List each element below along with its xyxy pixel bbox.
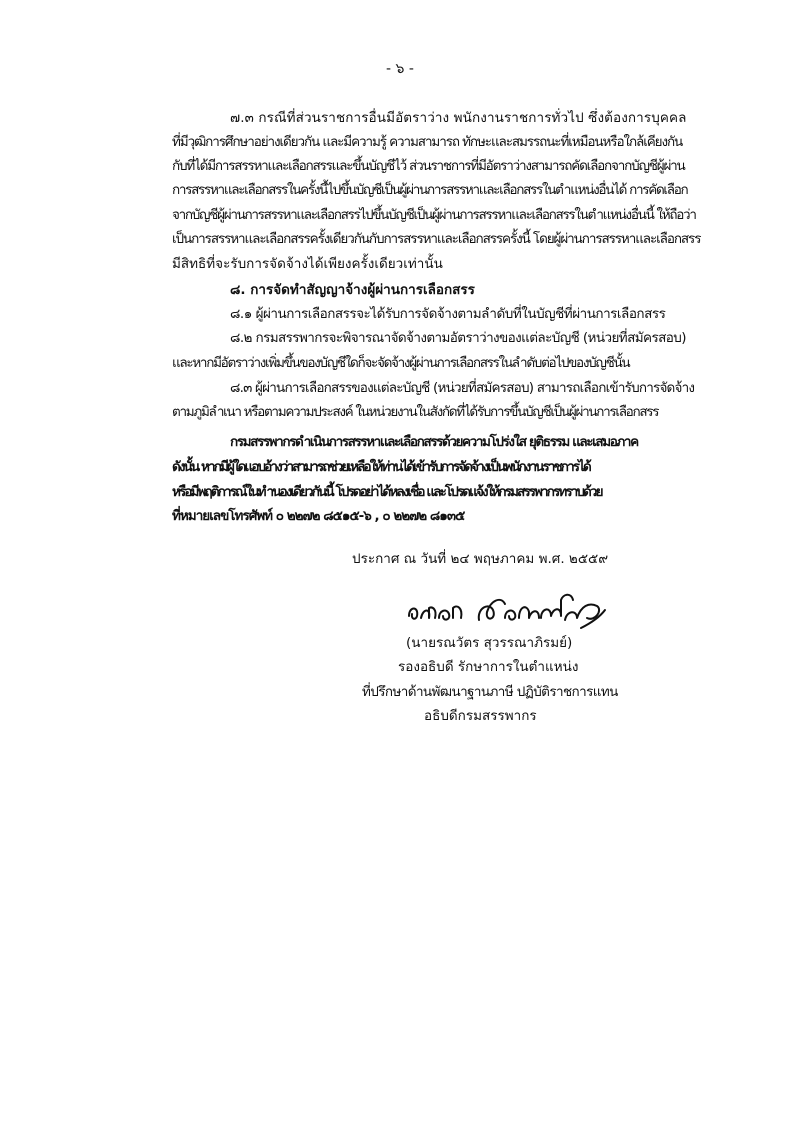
signatory-title: ที่ปรึกษาด้านพัฒนาฐานภาษี ปฏิบัติราชการแทน — [362, 684, 618, 700]
signatory-name: (นายรณวัตร สุวรรณาภิรมย์) — [406, 635, 573, 651]
section-7-3-line: จากบัญชีผู้ผ่านการสรรหาและเลือกสรรไปขึ้นบัญชีเป็นผู้ผ่านการสรรหาและเลือกสรรในตำแหน่งอื่นนี้ ให้ถือว่า — [172, 207, 696, 223]
notice-line: ดังนั้น หากมีผู้ใดแอบอ้างว่าสามารถช่วยเหลือให้ท่านได้เข้ารับการจัดจ้างเป็นพนักงานราชการได้ — [172, 459, 590, 475]
section-7-3-line: การสรรหาและเลือกสรรในครั้งนี้ไปขึ้นบัญชีเป็นผู้ผ่านการสรรหาและเลือกสรรในตำแหน่งอื่นได้ การคัดเลือก — [172, 182, 688, 198]
section-8-line: ตามภูมิลำเนา หรือตามความประสงค์ ในหน่วยงานในสังกัดที่ได้รับการขึ้นบัญชีเป็นผู้ผ่านการเลือกสรร — [172, 404, 659, 420]
section-8-line: ๘.๓ ผู้ผ่านการเลือกสรรของแต่ละบัญชี (หน่วยที่สมัครสอบ) สามารถเลือกเข้ารับการจัดจ้าง — [230, 380, 695, 396]
section-7-3-line: ที่มีวุฒิการศึกษาอย่างเดียวกัน และมีความรู้ ความสามารถ ทักษะและสมรรถนะที่เหมือนหรือใกล้เคียงกัน — [172, 134, 683, 150]
section-8-line: ๘.๒ กรมสรรพากรจะพิจารณาจัดจ้างตามอัตราว่างของแต่ละบัญชี (หน่วยที่สมัครสอบ) — [230, 330, 686, 346]
notice-line: ที่หมายเลขโทรศัพท์ ๐ ๒๒๗๒ ๘๕๑๕-๖ , ๐ ๒๒๗๒ ๘๑๓๕ — [172, 508, 465, 524]
section-7-3-line: มีสิทธิที่จะรับการจัดจ้างได้เพียงครั้งเดียวเท่านั้น — [172, 256, 443, 272]
section-7-3-line: ๗.๓ กรณีที่ส่วนราชการอื่นมีอัตราว่าง พนักงานราชการทั่วไป ซึ่งต้องการบุคคล — [230, 110, 687, 126]
section-8-line: ๘.๑ ผู้ผ่านการเลือกสรรจะได้รับการจัดจ้างตามลำดับที่ในบัญชีที่ผ่านการเลือกสรร — [230, 306, 666, 322]
signatory-title: อธิบดีกรมสรรพากร — [424, 708, 537, 724]
notice-line: หรือมีพฤติการณ์ในทำนองเดียวกันนี้ โปรดอย่าได้หลงเชื่อ และโปรดแจ้งให้กรมสรรพากรทราบด้วย — [172, 484, 602, 500]
section-8-heading: ๘. การจัดทำสัญญาจ้างผู้ผ่านการเลือกสรร — [230, 282, 475, 298]
announcement-date: ประกาศ ณ วันที่ ๒๔ พฤษภาคม พ.ศ. ๒๕๕๙ — [352, 551, 609, 567]
section-8-line: และหากมีอัตราว่างเพิ่มขึ้นของบัญชีใดก็จะจัดจ้างผู้ผ่านการเลือกสรรในลำดับต่อไปของบัญชีนั้น — [172, 355, 630, 371]
section-7-3-line: เป็นการสรรหาและเลือกสรรครั้งเดียวกันกับการสรรหาและเลือกสรรครั้งนี้ โดยผู้ผ่านการสรรหาและเลือกสรร — [172, 231, 701, 247]
notice-line: กรมสรรพากรดำเนินการสรรหาและเลือกสรรด้วยความโปร่งใส ยุติธรรม และเสมอภาค — [230, 434, 638, 450]
section-7-3-line: กับที่ได้มีการสรรหาและเลือกสรรและขึ้นบัญชีไว้ ส่วนราชการที่มีอัตราว่างสามารถคัดเลือกจากบัญชีผู้ผ่าน — [172, 158, 685, 174]
handwritten-signature — [405, 588, 615, 634]
signatory-title: รองอธิบดี รักษาการในตำแหน่ง — [398, 659, 579, 675]
page-number: - ๖ - — [386, 61, 414, 77]
